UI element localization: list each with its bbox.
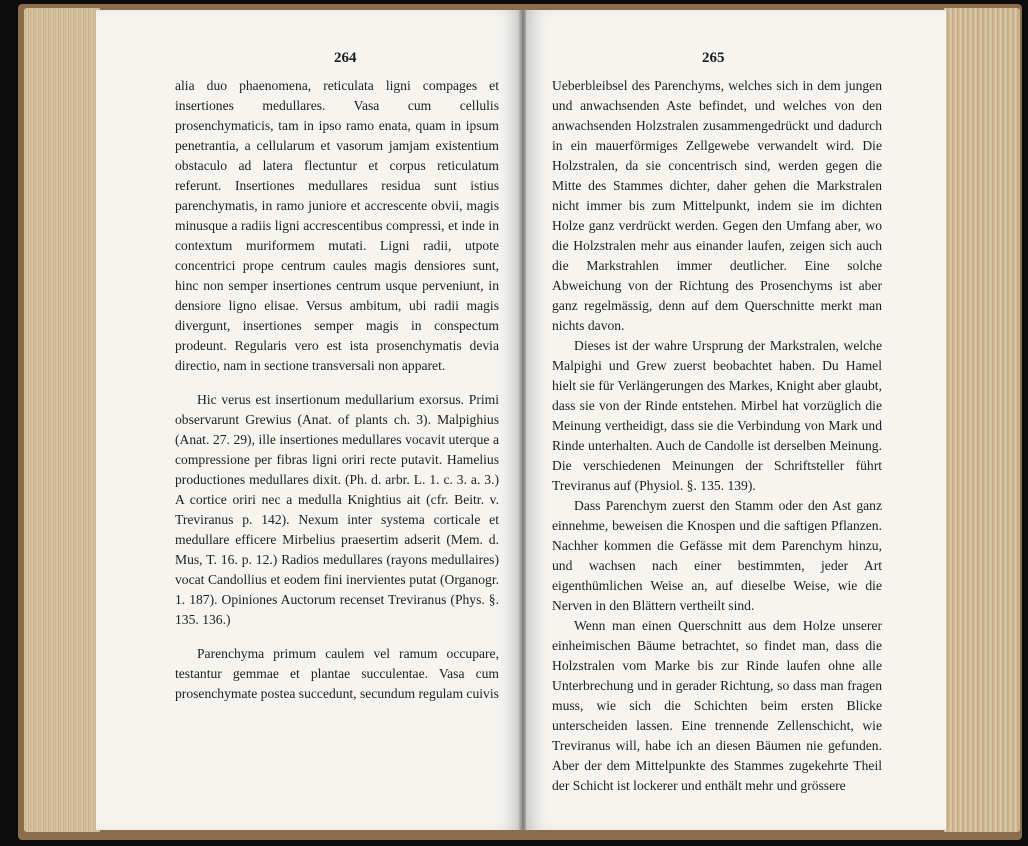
right-paragraph-4: Wenn man einen Querschnitt aus dem Holze unserer einheimischen Bäume betrachtet, so findet man, dass die Holzstralen vom Marke bis zur Rinde laufen ohne alle Unterbrechung und in gerader Richtung, so dass man fragen muss, wie sich die Schichten beim ersten Blicke unterscheiden lassen. Eine trennende Zellenschicht, wie Treviranus will, habe ich an diesen Bäumen nie gefunden. Aber der dem Mittelpunkte des Stammes zugekehrte Theil der Schicht ist lockerer und enthält mehr und grössere bbox=[552, 618, 882, 793]
right-paragraph-2: Dieses ist der wahre Ursprung der Markstralen, welche Malpighi und Grew zuerst beobachtet haben. Du Hamel hielt sie für Verlängerungen des Markes, Knight aber glaubt, dass sie von der Rinde entstehen. Mirbel hat vorzüglich die Meinung vertheidigt, dass sie die Verbindung von Mark und Rinde unterhalten. Auch de Candolle ist derselben Meinung. Die verschiedenen Meinungen der Schriftsteller führt Treviranus auf (Physiol. §. 135. 139). bbox=[552, 338, 882, 493]
left-paragraph-1: alia duo phaenomena, reticulata ligni compages et insertiones medullares. Vasa cum cellulis prosenchymaticis, tam in ipso ramo enata, quam in ipsum penetrantia, a cellularum et vasorum jamjam existentium obstaculo ad latera flectuntur et corpus reticulatum referunt. Insertiones medullares residua sunt istius parenchymatis, in ramo juniore et accrescente obvii, magis minusque a radiis ligni accrescentibus compressi, et inde in contextum muriformem mutati. Ligni radii, utpote concentrici prope centrum caules magis densiores sunt, hinc non semper insertiones centrum usque perveniunt, in densiore ligno elisae. Versus ambitum, ubi radii magis divergunt, insertiones semper magis in conspectum prodeunt. Regularis vero est ista prosenchymatis devia directio, nam in sectione transversali non apparet. bbox=[175, 78, 499, 373]
right-page bbox=[526, 10, 946, 830]
left-paragraph-3: Parenchyma primum caulem vel ramum occupare, testantur gemmae et plantae succulentae. Vasa cum prosenchymate postea succedunt, secundum regulam cuivis bbox=[175, 646, 499, 701]
right-page-text bbox=[552, 76, 882, 796]
left-page-edges bbox=[24, 8, 100, 832]
right-page-number: 265 bbox=[702, 50, 725, 66]
right-paragraph-3: Dass Parenchym zuerst den Stamm oder den Ast ganz einnehme, beweisen die Knospen und die saftigen Pflanzen. Nachher kommen die Gefässe mit dem Parenchym hinzu, und wachsen nach einer bestimmten, jeder Art eigenthümlichen Weise an, auf dieselbe Weise, wie die Nerven in den Blättern vertheilt sind. bbox=[552, 498, 882, 613]
left-page-number: 264 bbox=[334, 50, 357, 66]
left-page bbox=[96, 10, 520, 830]
right-paragraph-1: Ueberbleibsel des Parenchyms, welches sich in dem jungen und anwachsenden Aste befindet, und welches von den anwachsenden Holzstralen zusammengedrückt und dadurch in ein mauerförmiges Zellgewebe verwandelt wird. Die Holzstralen, da sie concentrisch sind, werden gegen die Mitte des Stammes dichter, daher gehen die Markstralen nicht immer bis zum Mittelpunkt, indem sie im dichten Holze ganz verdrückt werden. Gegen den Umfang aber, wo die Holzstralen mehr aus einander laufen, zeigen sich auch die Markstrahlen immer deutlicher. Eine solche Abweichung von der Richtung des Prosenchyms ist aber ganz regelmässig, denn auf dem Querschnitte merkt man nichts davon. bbox=[552, 78, 882, 333]
left-paragraph-2: Hic verus est insertionum medullarium exorsus. Primi observarunt Grewius (Anat. of plants ch. 3). Malpighius (Anat. 27. 29), ille insertiones medullares vocavit uterque a compressione per fibras ligni oriri recte putavit. Hamelius productiones medullares dixit. (Ph. d. arbr. L. 1. c. 3. a. 3.) A cortice oriri nec a medulla Knightius ait (cfr. Beitr. v. Treviranus p. 142). Nexum inter systema corticale et medullare efficere Mirbelius praesertim adserit (Mem. d. Mus, T. 16. p. 12.) Radios medullares (rayons medullaires) vocat Candollius et eodem fini inervientes putat (Organogr. 1. 187). Opiniones Auctorum recenset Treviranus (Phys. §. 135. 136.) bbox=[175, 392, 499, 627]
right-page-edges bbox=[944, 8, 1020, 832]
left-page-text bbox=[175, 76, 499, 704]
